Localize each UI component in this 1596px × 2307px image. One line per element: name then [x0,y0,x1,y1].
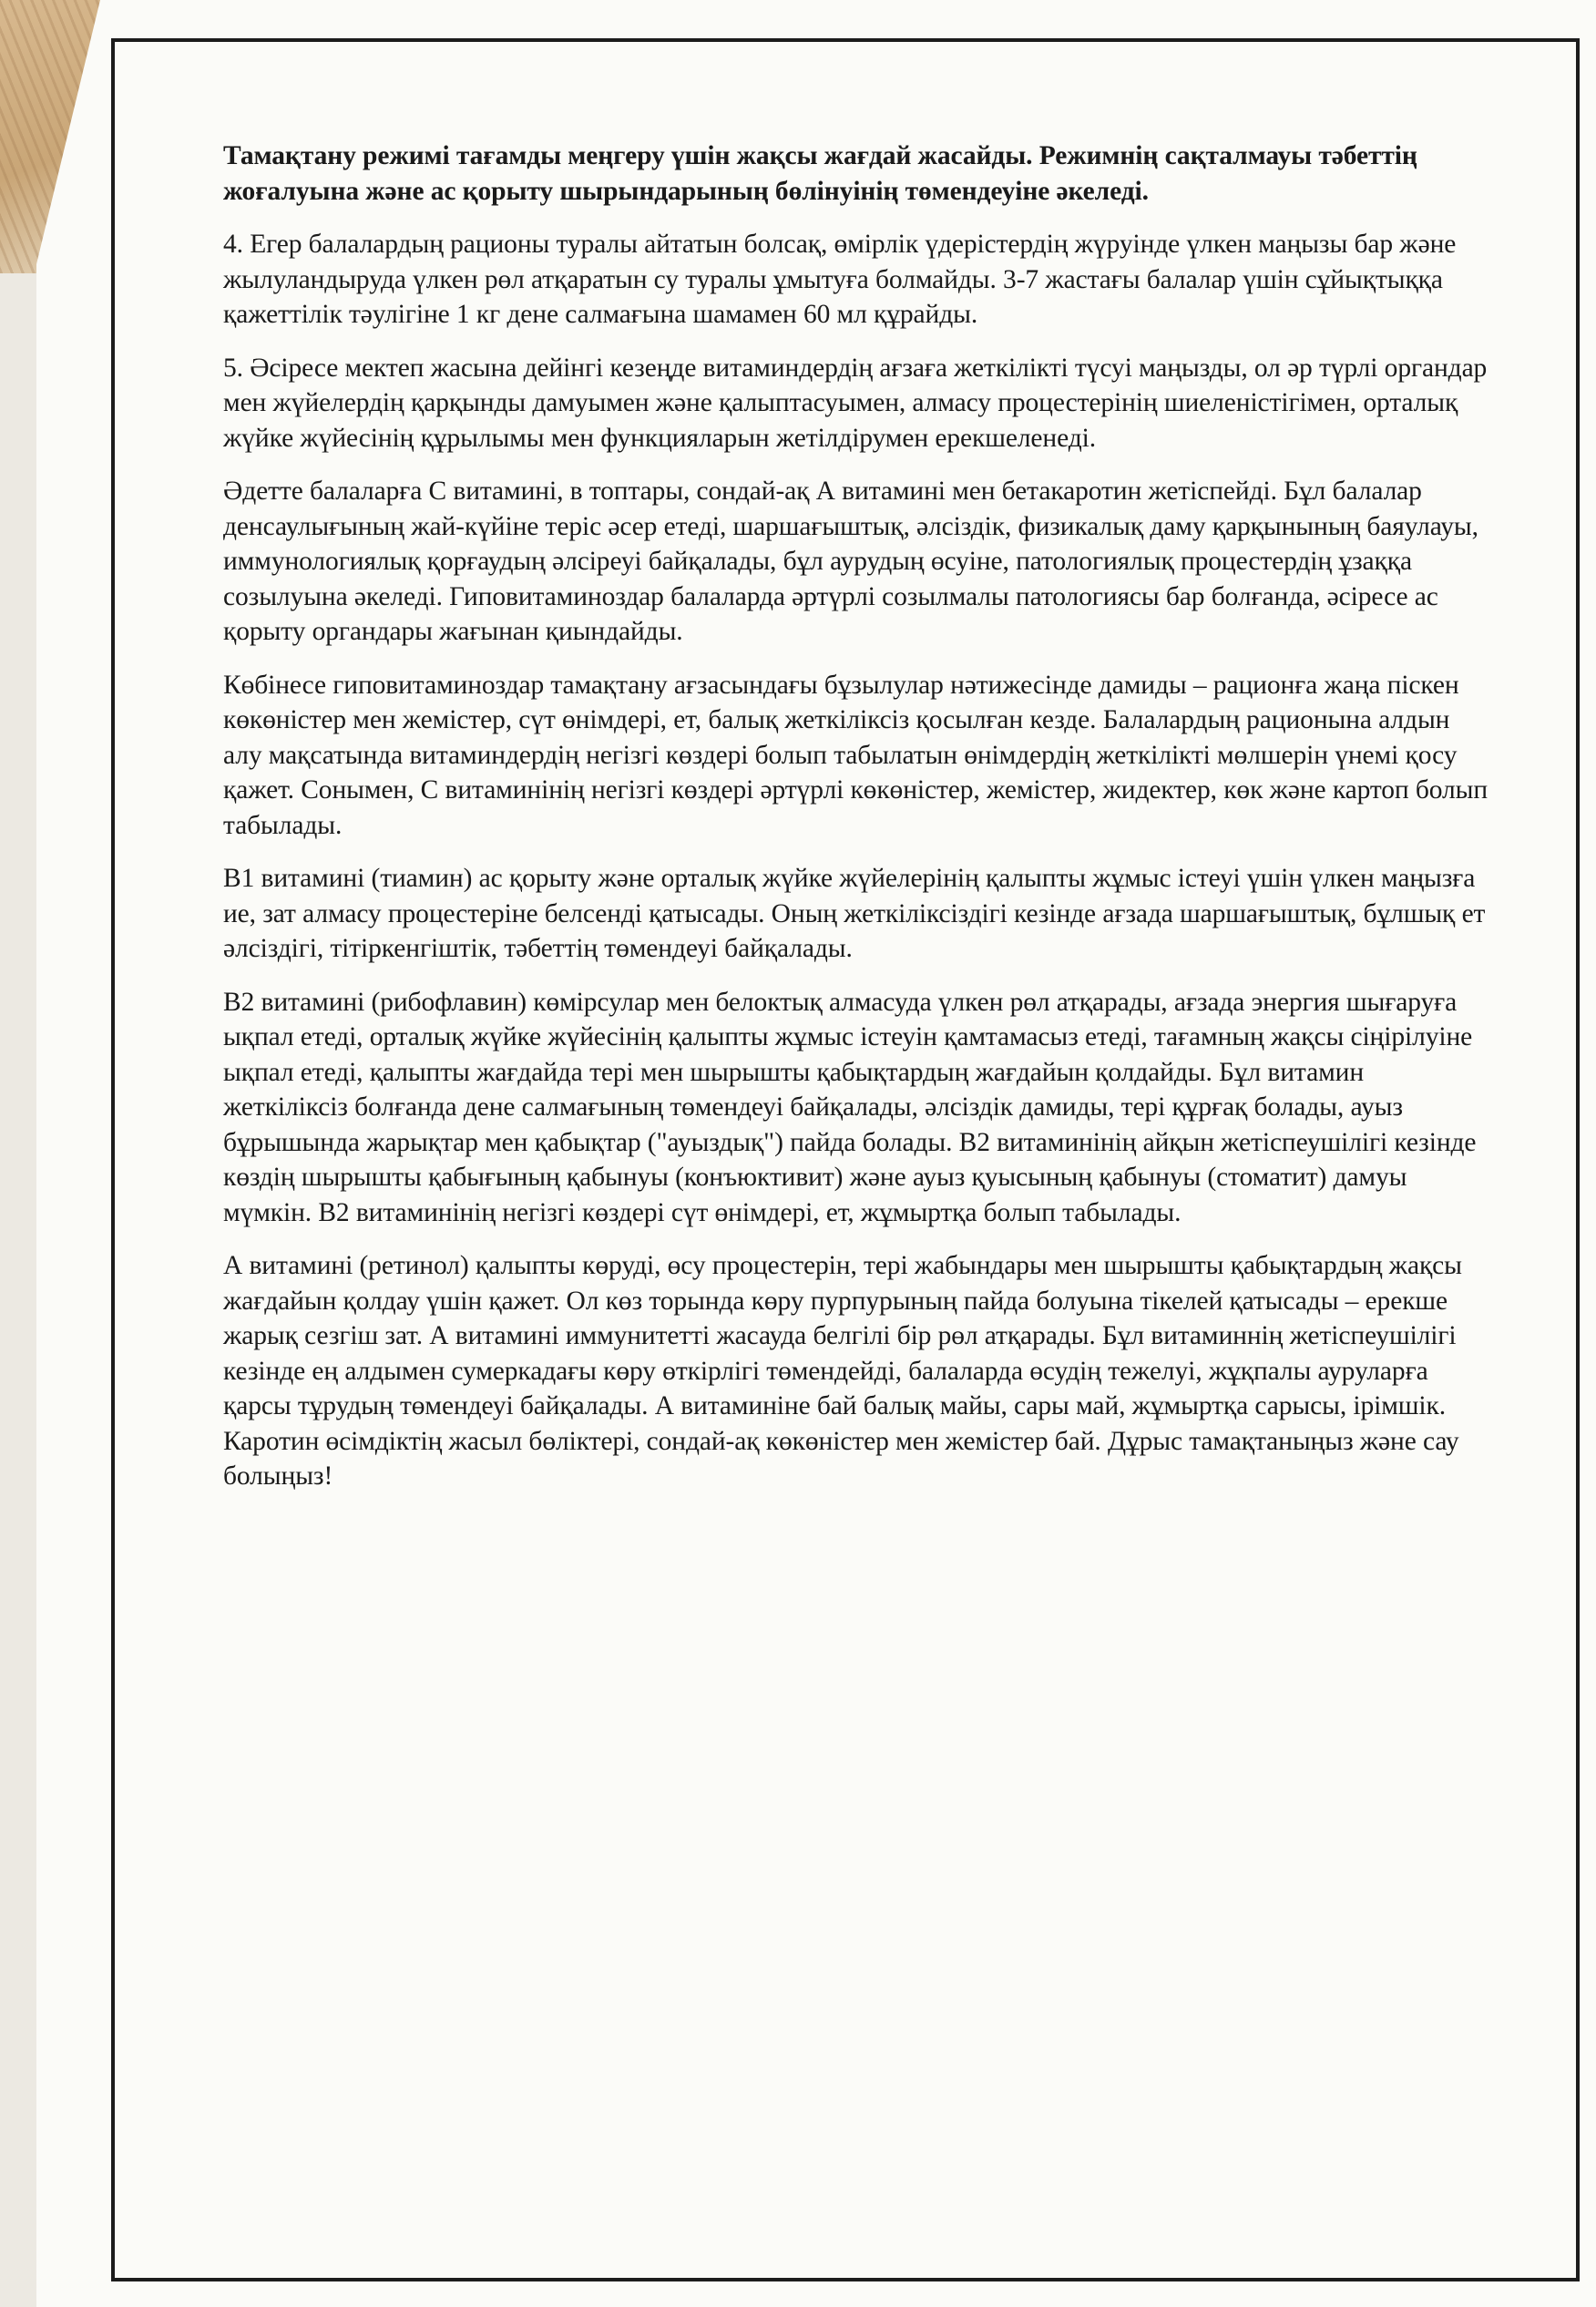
paragraph-deficiency: Әдетте балаларға С витамині, в топтары, сондай-ақ А витамині мен бетакаротин жетіспейді. Бұл балалар денсаулығының жай-күйіне теріс әсер етеді, шаршағыштық, әлсіздік, физикалық даму қарқынының баяулауы, иммунологиялық қорғаудың әлсіреуі байқалады, бұл аурудың өсуіне, патологиялық процестердің ұзаққа созылуына әкеледі. Гиповитаминоздар балаларда әртүрлі созылмалы патологиясы бар болғанда, әсіресе ас қорыту органдары жағынан қиындайды. [223,477,1478,646]
paragraph-vitamins-intro: 5. Әсіресе мектеп жасына дейінгі кезеңде витаминдердің ағзаға жеткілікті түсуі маңызды, ол әр түрлі органдар мен жүйелердің қарқынды дамуымен және қалыптасуымен, алмасу процестерінің шиеленістігімен, орталық жүйке жүйесінің құрылымы мен функцияларын жетілдірумен ерекшеленеді. [223,353,1488,453]
paragraph-hypovitaminosis: Көбінесе гиповитаминоздар тамақтану ағзасындағы бұзылулар нәтижесінде дамиды – рационға жаңа піскен көкөністер мен жемістер, сүт өнімдері, ет, балық жеткіліксіз қосылған кезде. Балалардың рационына алдын алу мақсатында витаминдердің негізгі көздері болып табылатын өнімдердің жеткілікті мөлшерін үнемі қосу қажет. Сонымен, С витаминінің негізгі көздері әртүрлі көкөністер, жемістер, жидектер, көк және картоп болып табылады. [223,670,1489,840]
intro-paragraph: Тамақтану режимі тағамды меңгеру үшін жақсы жағдай жасайды. Режимнің сақталмауы тәбеттің жоғалуына және ас қорыту шырындарының бөлінуінің төмендеуіне әкеледі. [223,141,1417,206]
document-body [223,138,1494,1512]
paragraph-vitamin-b1: В1 витамині (тиамин) ас қорыту және орталық жүйке жүйелерінің қалыпты жұмыс істеуі үшін үлкен маңызға ие, зат алмасу процестеріне белсенді қатысады. Оның жеткіліксіздігі кезінде ағзада шаршағыштық, бұлшық ет әлсіздігі, тітіркенгіштік, тәбеттің төмендеуі байқалады. [223,864,1486,963]
paragraph-water: 4. Егер балалардың рационы туралы айтатын болсақ, өмірлік үдерістердің жүруінде үлкен маңызы бар және жылуландыруда үлкен рөл атқаратын су туралы ұмытуға болмайды. 3-7 жастағы балалар үшін сұйықтыққа қажеттілік тәулігіне 1 кг дене салмағына шамамен 60 мл құрайды. [223,230,1457,329]
paragraph-vitamin-b2: В2 витамині (рибофлавин) көмірсулар мен белоктық алмасуда үлкен рөл атқарады, ағзада энергия шығаруға ықпал етеді, орталық жүйке жүйесінің қалыпты жұмыс істеуін қамтамасыз етеді, тағамның жақсы сіңірілуіне ықпал етеді, қалыпты жағдайда тері мен шырышты қабықтардың жағдайын қолдайды. Бұл витамин жеткіліксіз болғанда дене салмағының төмендеуі байқалады, әлсіздік дамиды, тері құрғақ болады, ауыз бұрышында жарықтар мен қабықтар ("ауыздық") пайда болады. В2 витаминінің айқын жетіспеушілігі кезінде көздің шырышты қабығының қабынуы (конъюктивит) және ауыз қуысының қабынуы (стоматит) дамуы мүмкін. В2 витаминінің негізгі көздері сүт өнімдері, ет, жұмыртқа болып табылады. [223,987,1477,1227]
paragraph-vitamin-a: А витамині (ретинол) қалыпты көруді, өсу процестерін, тері жабындары мен шырышты қабықтардың жақсы жағдайын қолдау үшін қажет. Ол көз торында көру пурпурының пайда болуына тікелей қатысады – ерекше жарық сезгіш зат. А витамині иммунитетті жасауда белгілі бір рөл атқарады. Бұл витаминнің жетіспеушілігі кезінде ең алдымен сумеркадағы көру өткірлігі төмендейді, балаларда өсудің тежелуі, жұқпалы ауруларға қарсы тұрудың төмендеуі байқалады. А витаминіне бай балық майы, сары май, жұмыртқа сарысы, ірімшік. Каротин өсімдіктің жасыл бөліктері, сондай-ақ көкөністер мен жемістер бай. Дұрыс тамақтаныңыз және сау болыңыз! [223,1251,1462,1491]
